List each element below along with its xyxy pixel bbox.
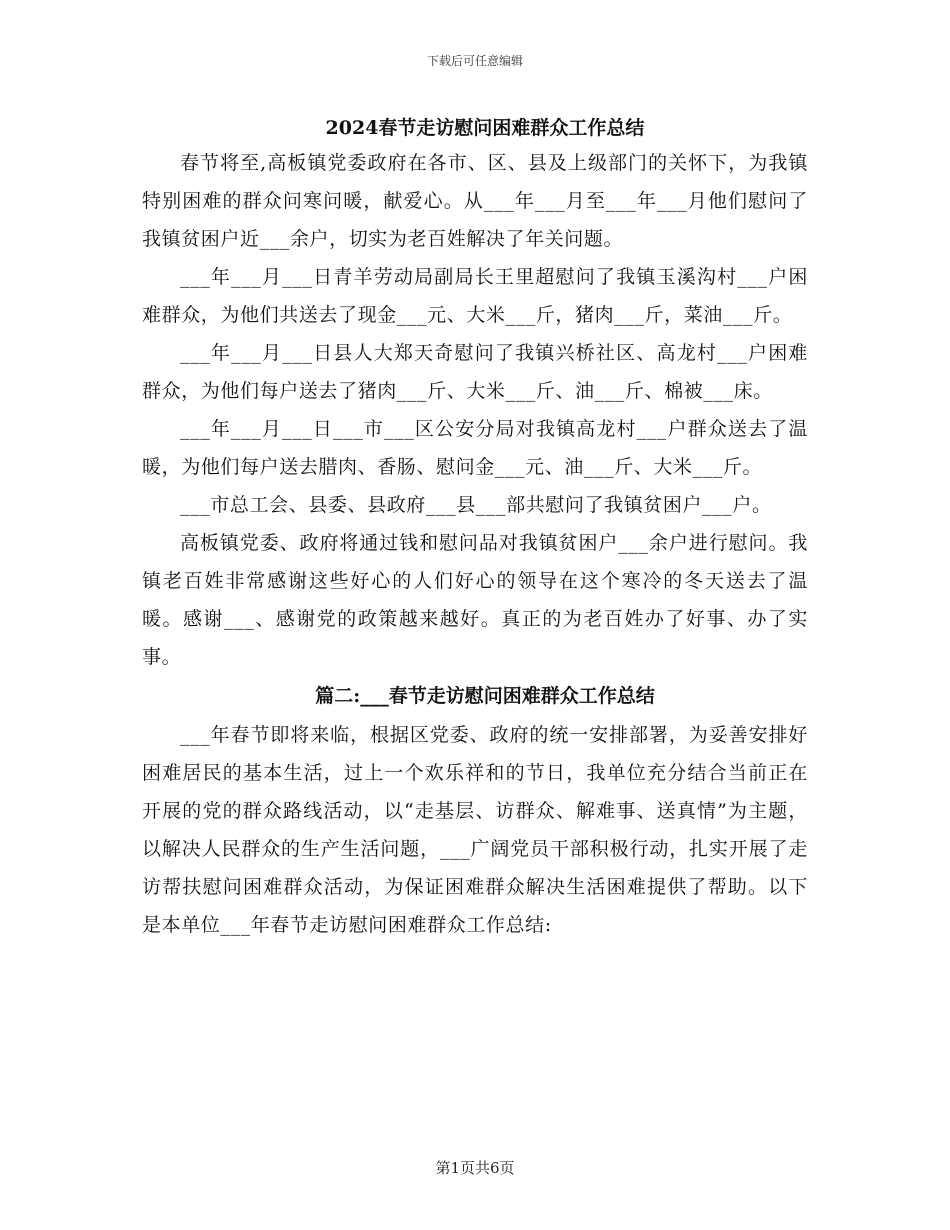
- paragraph-1: 春节将至,高板镇党委政府在各市、区、县及上级部门的关怀下，为我镇特别困难的群众问寒问暖，献爱心。从___年___月至___年___月他们慰问了我镇贫困户近___余户，切实为老百姓解决了年关问题。: [142, 152, 808, 250]
- section-2-title: 篇二:___春节走访慰问困难群众工作总结: [315, 685, 655, 707]
- paragraph-5: ___市总工会、县委、县政府___县___部共慰问了我镇贫困户___户。: [180, 494, 772, 516]
- page-number: 第1页共6页: [435, 1159, 515, 1177]
- paragraph-2: ___年___月___日青羊劳动局副局长王里超慰问了我镇玉溪沟村___户困难群众，为他们共送去了现金___元、大米___斤，猪肉___斤，菜油___斤。: [142, 266, 808, 326]
- document-title: 2024春节走访慰问困难群众工作总结: [325, 117, 645, 139]
- document-body: [142, 112, 808, 944]
- paragraph-6: 高板镇党委、政府将通过钱和慰问品对我镇贫困户___余户进行慰问。我镇老百姓非常感谢这些好心的人们好心的领导在这个寒冷的冬天送去了温暖。感谢___、感谢党的政策越来越好。真正的为老百姓办了好事、办了实事。: [142, 532, 808, 668]
- paragraph-4: ___年___月___日___市___区公安分局对我镇高龙村___户群众送去了温暖，为他们每户送去腊肉、香肠、慰问金___元、油___斤、大米___斤。: [142, 418, 808, 478]
- section-2-paragraph-1: ___年春节即将来临，根据区党委、政府的统一安排部署，为妥善安排好困难居民的基本生活，过上一个欢乐祥和的节日，我单位充分结合当前正在开展的党的群众路线活动，以“走基层、访群众、解难事、送真情”为主题，以解决人民群众的生产生活问题，___广阔党员干部积极行动，扎实开展了走访帮扶慰问困难群众活动，为保证困难群众解决生活困难提供了帮助。以下是本单位___年春节走访慰问困难群众工作总结:: [142, 724, 808, 936]
- paragraph-3: ___年___月___日县人大郑天奇慰问了我镇兴桥社区、高龙村___户困难群众，为他们每户送去了猪肉___斤、大米___斤、油___斤、棉被___床。: [142, 342, 808, 402]
- page-header-note: 下载后可任意编辑: [426, 54, 523, 68]
